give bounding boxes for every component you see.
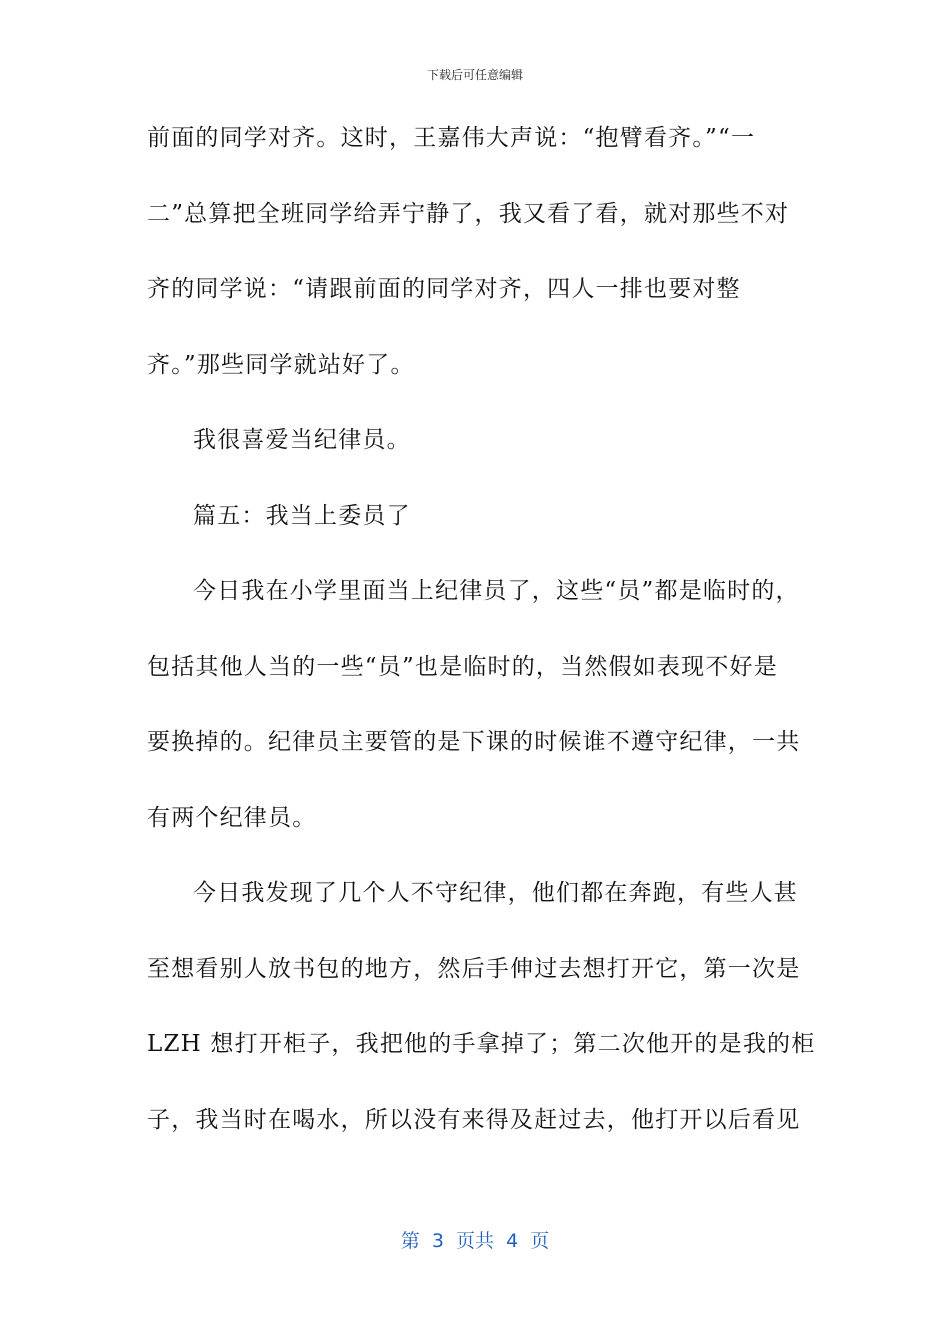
document-body [147,118,816,1175]
page-footer: 第 3 页共 4 页 [400,1230,550,1252]
text-line: 至想看别人放书包的地方，然后手伸过去想打开它，第一次是 [147,955,801,982]
text-line: 要换掉的。纪律员主要管的是下课的时候谁不遵守纪律，一共 [147,729,801,755]
text-line: 齐。”那些同学就站好了。 [147,351,415,378]
text-line: 包括其他人当的一些“员”也是临时的，当然假如表现不好是 [147,653,778,680]
paragraph-line: 今日我发现了几个人不守纪律，他们都在奔跑，有些人甚 [193,880,798,906]
text-line: 有两个纪律员。 [147,804,317,831]
section-title: 篇五：我当上委员了 [193,502,411,529]
text-line: 齐的同学说：“请跟前面的同学对齐，四人一排也要对整 [147,276,741,302]
paragraph-line: 今日我在小学里面当上纪律员了，这些“员”都是临时的， [193,578,800,604]
paragraph-line: 我很喜爱当纪律员。 [193,427,411,453]
page-header: 下载后可任意编辑 [426,68,523,82]
text-line: 子，我当时在喝水，所以没有来得及赶过去，他打开以后看见 [147,1106,801,1133]
text-line: 前面的同学对齐。这时，王嘉伟大声说：“抱臂看齐。”“一 [147,125,756,151]
text-line: LZH 想打开柜子，我把他的手拿掉了；第二次他开的是我的柜 [147,1031,816,1057]
text-line: 二”总算把全班同学给弄宁静了，我又看了看，就对那些不对 [147,200,790,227]
